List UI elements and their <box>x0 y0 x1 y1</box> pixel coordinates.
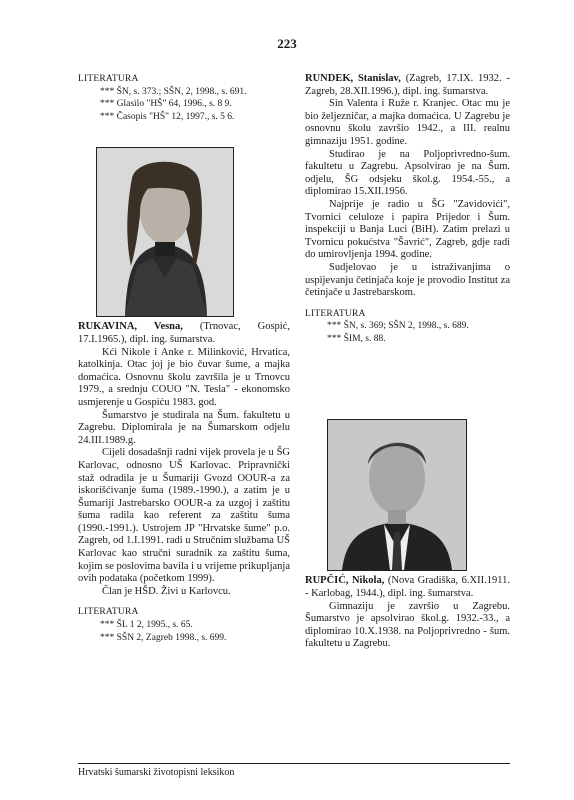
entry-paragraph: Sin Valenta i Ruže r. Kranjec. Otac mu je bio željezničar, a majka domaćica. U Zagrebu je osnovnu školu završio 1942., a III. realnu gimnaziju 1951. godine. <box>305 98 510 147</box>
literature-item: *** Časopis "HŠ" 12, 1997., s. 5 6. <box>100 111 235 122</box>
entry-header-rukavina <box>78 321 290 346</box>
literature-heading: LITERATURA <box>78 74 139 84</box>
literature-heading: LITERATURA <box>305 308 366 319</box>
portrait-image <box>97 148 233 316</box>
entry-dates: (Zagreb, 17.IX. 1932. - Zagreb, 28.XII.1996.), dipl. ing. šumarstva. <box>305 73 510 97</box>
portrait-image <box>328 420 466 570</box>
footer-divider <box>78 763 510 764</box>
literature-item: *** ŠN, s. 369; SŠN 2, 1998., s. 689. <box>327 321 469 332</box>
entry-paragraph: Sudjelovao je u istraživanjima o uspijevanju četinjača koje je provodio Institut za četinjače u Jastrebarskom. <box>305 261 510 299</box>
portrait-photo-rukavina <box>96 147 234 317</box>
footer-title: Hrvatski šumarski životopisni leksikon <box>78 767 235 778</box>
entry-dates: (Nova Gradiška, 6.XII.1911. - Karlobag, 1944.), dipl. ing. šumarstva. <box>305 575 510 600</box>
entry-header-rupcic <box>305 575 510 600</box>
literature-item: *** Glasilo "HŠ" 64, 1996., s. 8 9. <box>100 99 232 110</box>
entry-paragraph: Cijeli dosadašnji radni vijek provela je u ŠG Karlovac, odnosno UŠ Karlovac. Pripravnički staž odradila je u Šumariji Gvozd OOUR-a za iskorišćivanje šuma (1989.-1990.), a zatim je u Šumariji Jastrebarsko OOUR-a za uzgoj i zaštitu šuma radila kao referent za zaštitu šuma (1990.-1991.). Ustrojem JP "Hrvatske šume" p.o. Zagreb, od 1.I.1991. radi u Stručnim službama UŠ Karlovac kao stručni suradnik za zaštitu šuma, kojim se poslovima bavila i u vrijeme prikupljanja ovih podataka (početkom 1999). <box>78 447 290 585</box>
literature-heading: LITERATURA <box>78 607 139 618</box>
entry-header-rundek <box>305 73 510 98</box>
literature-item: *** ŠN, s. 373.; SŠN, 2, 1998., s. 691. <box>100 86 247 97</box>
entry-paragraph: Gimnaziju je završio u Zagrebu. Šumarstvo je apsolvirao škol.g. 1932.-33., a diplomirao 10.X.1938. na Poljoprivredno - šum. fakultetu u Zagrebu. <box>305 600 510 650</box>
entry-paragraph: Šumarstvo je studirala na Šum. fakultetu u Zagrebu. Diplomirala je na Šumarskom odjelu 24.III.1989.g. <box>78 409 290 446</box>
literature-item: *** SŠN 2, Zagreb 1998., s. 699. <box>100 632 227 643</box>
entry-name: RUKAVINA, Vesna, <box>78 321 183 333</box>
portrait-photo-rupcic <box>327 419 467 571</box>
literature-item: *** ŠIM, s. 88. <box>327 333 386 344</box>
entry-dates: (Trnovac, Gospić, 17.I.1965.), dipl. ing. šumarstva. <box>78 321 290 345</box>
page-number: 223 <box>277 36 297 51</box>
entry-paragraph: Studirao je na Poljoprivredno-šum. fakultetu u Zagrebu. Apsolvirao je na Šum. odjelu, ŠG odsjeku škol.g. 1954.-55., a diplomirao 15.XII.1956. <box>305 148 510 198</box>
entry-paragraph: Kći Nikole i Anke r. Milinković, Hrvatica, katolkinja. Otac joj je bio čuvar šume, a majka domaćica. Osnovnu školu završila je u Trnovcu 1979., a srednju COUO "N. Tesla" - ekonomsko usmjerenje u Gospiću 1983. god. <box>78 346 290 408</box>
left-column <box>78 73 290 644</box>
entry-name: RUPČIĆ, Nikola, <box>305 575 385 587</box>
literature-item: *** ŠL 1 2, 1995., s. 65. <box>100 620 193 631</box>
entry-paragraph: Najprije je radio u ŠG "Zavidovići", Tvornici celuloze i papira Prijedor i Šum. inspekciji u Banja Luci (BiH). Zatim prelazi u Tvornicu pokućstva "Šavrić", Zagreb, gdje radi do umirovljenja 1994. godine. <box>305 198 510 261</box>
entry-name: RUNDEK, Stanislav, <box>305 73 401 84</box>
entry-paragraph: Član je HŠD. Živi u Karlovcu. <box>102 585 231 597</box>
right-column <box>305 73 510 651</box>
